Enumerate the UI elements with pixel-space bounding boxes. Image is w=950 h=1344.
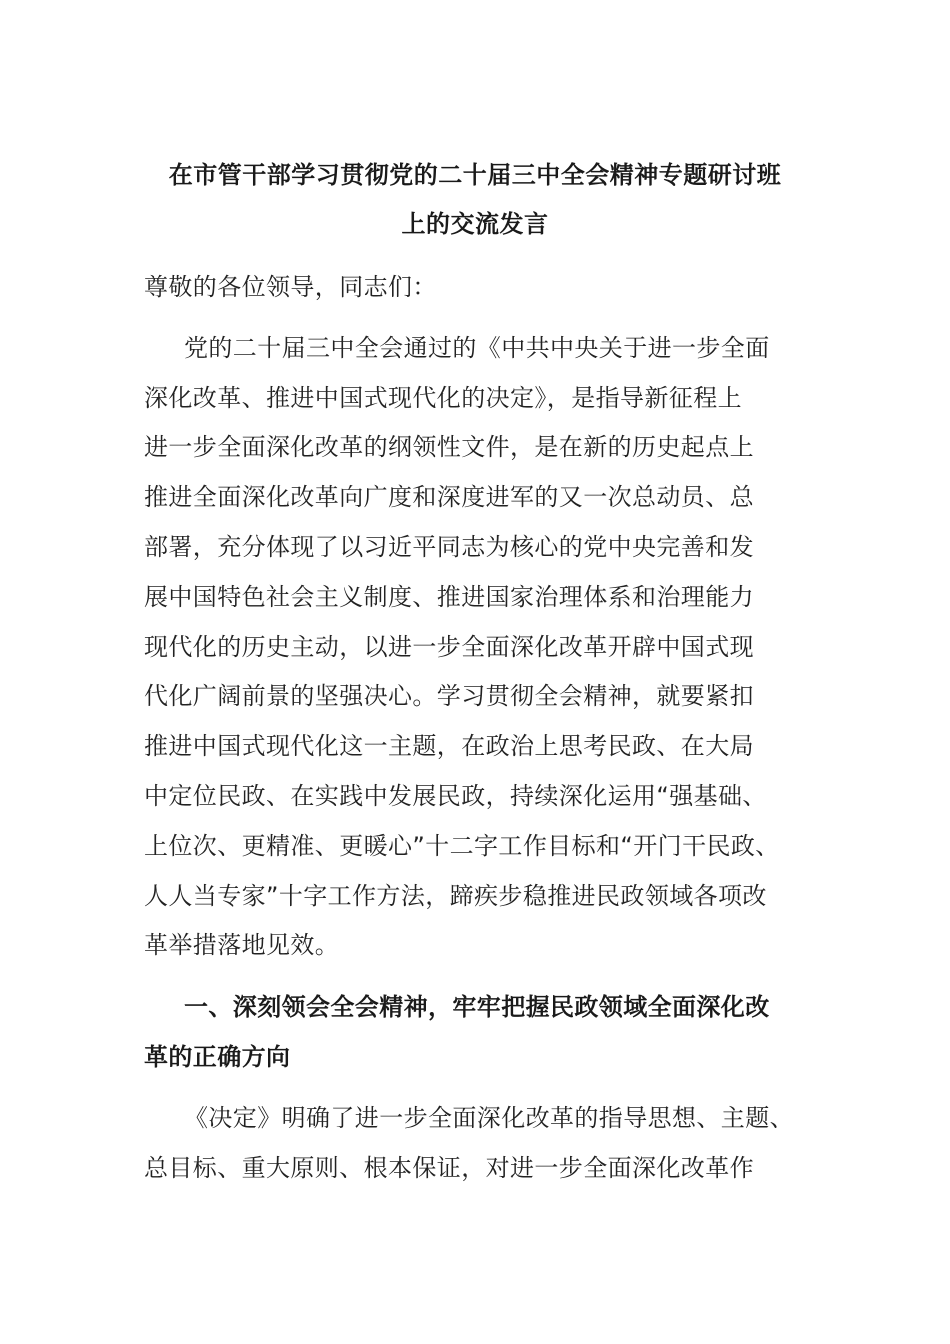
paragraph1-line: 深化改革、推进中国式现代化的决定》，是指导新征程上 — [144, 384, 742, 412]
paragraph1-line: 进一步全面深化改革的纲领性文件，是在新的历史起点上 — [144, 433, 754, 461]
paragraph1-line: 上位次、更精准、更暖心”十二字工作目标和“开门干民政、 — [144, 832, 780, 860]
paragraph1-line: 现代化的历史主动，以进一步全面深化改革开辟中国式现 — [144, 633, 754, 661]
paragraph1-line: 推进全面深化改革向广度和深度进军的又一次总动员、总 — [144, 483, 754, 511]
paragraph1-line: 推进中国式现代化这一主题，在政治上思考民政、在大局 — [144, 732, 754, 760]
paragraph1-line: 代化广阔前景的坚强决心。学习贯彻全会精神，就要紧扣 — [144, 682, 754, 710]
paragraph2-line: 总目标、重大原则、根本保证，对进一步全面深化改革作 — [144, 1154, 754, 1182]
paragraph2-line: 《决定》明确了进一步全面深化改革的指导思想、主题、 — [184, 1104, 794, 1132]
paragraph1-line: 中定位民政、在实践中发展民政，持续深化运用“强基础、 — [144, 782, 767, 810]
salutation: 尊敬的各位领导，同志们： — [144, 273, 437, 301]
document-title-line-2: 上的交流发言 — [401, 210, 549, 238]
paragraph1-line: 革举措落地见效。 — [144, 931, 340, 959]
section-heading-line-2: 革的正确方向 — [144, 1043, 291, 1071]
paragraph1-line: 部署，充分体现了以习近平同志为核心的党中央完善和发 — [144, 533, 754, 561]
paragraph1-line: 人人当专家”十字工作方法，蹄疾步稳推进民政领域各项改 — [144, 882, 767, 910]
section-heading-line-1: 一、深刻领会全会精神，牢牢把握民政领域全面深化改 — [184, 993, 770, 1021]
paragraph1-line: 党的二十届三中全会通过的《中共中央关于进一步全面 — [184, 334, 770, 362]
paragraph1-line: 展中国特色社会主义制度、推进国家治理体系和治理能力 — [144, 583, 754, 611]
document-title-line-1: 在市管干部学习贯彻党的二十届三中全会精神专题研讨班 — [168, 161, 782, 189]
